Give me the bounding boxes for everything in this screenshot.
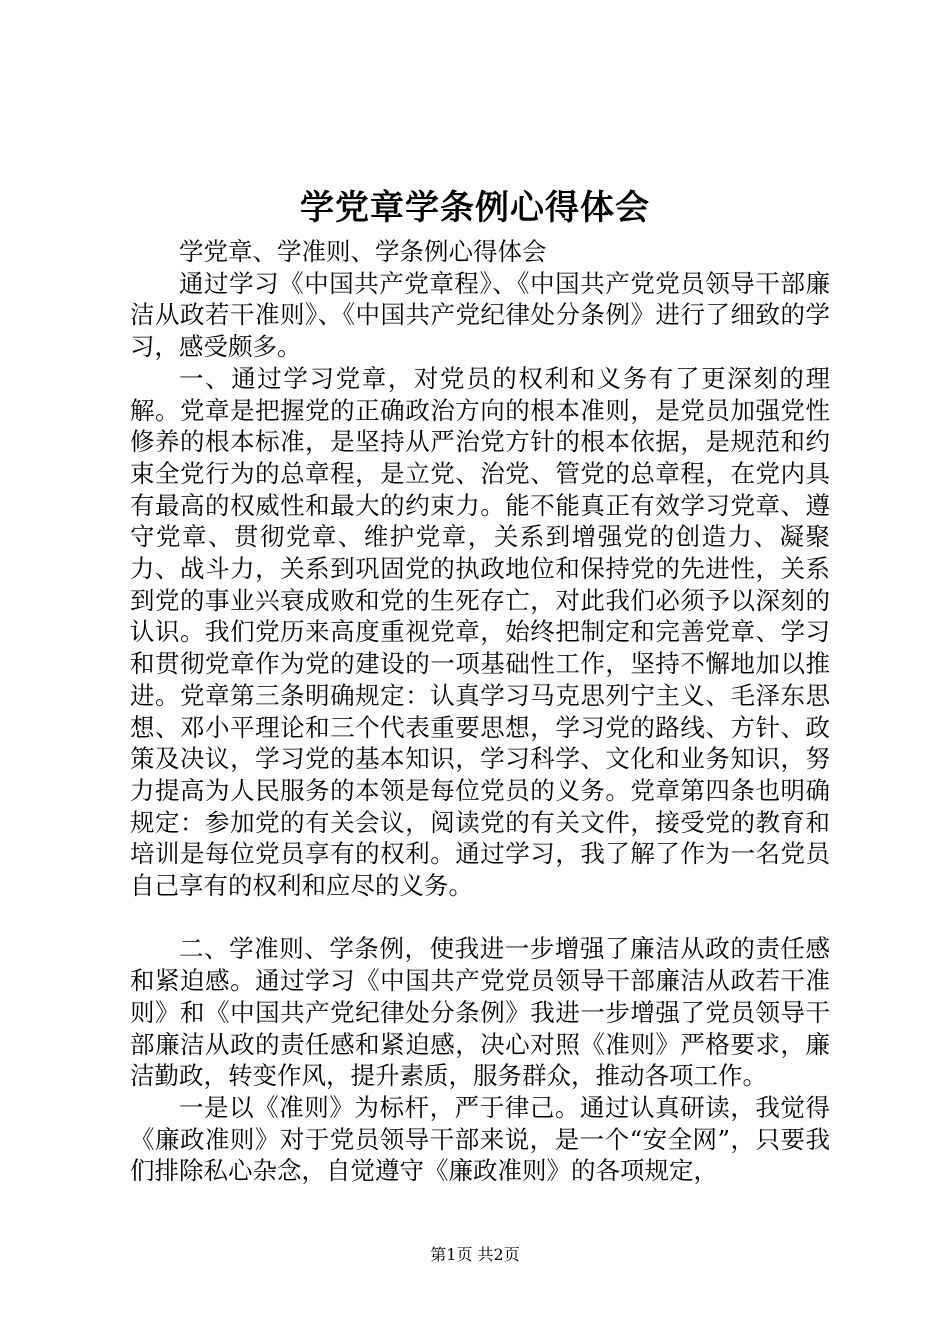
- paragraph-point-one: 一是以《准则》为标杆，严于律己。通过认真研读，我觉得《廉政准则》对于党员领导干部来说，是一个“安全网”，只要我们排除私心杂念，自觉遵守《廉政准则》的各项规定，: [130, 1092, 830, 1186]
- paragraph-subtitle: 学党章、学准则、学条例心得体会: [179, 237, 547, 266]
- paragraph-section-one: 一、通过学习党章，对党员的权利和义务有了更深刻的理解。党章是把握党的正确政治方向的根本准则，是党员加强党性修养的根本标准，是坚持从严治党方针的根本依据，是规范和约束全党行为的总章程，是立党、治党、管党的总章程，在党内具有最高的权威性和最大的约束力。能不能真正有效学习党章、遵守党章、贯彻党章、维护党章，关系到增强党的创造力、凝聚力、战斗力，关系到巩固党的执政地位和保持党的先进性，关系到党的事业兴衰成败和党的生死存亡，对此我们必须予以深刻的认识。我们党历来高度重视党章，始终把制定和完善党章、学习和贯彻党章作为党的建设的一项基础性工作，坚持不懈地加以推进。党章第三条明确规定：认真学习马克思列宁主义、毛泽东思想、邓小平理论和三个代表重要思想，学习党的路线、方针、政策及决议，学习党的基本知识，学习科学、文化和业务知识，努力提高为人民服务的本领是每位党员的义务。党章第四条也明确规定：参加党的有关会议，阅读党的有关文件，接受党的教育和培训是每位党员享有的权利。通过学习，我了解了作为一名党员自己享有的权利和应尽的义务。: [130, 363, 830, 901]
- paragraph-section-two: 二、学准则、学条例，使我进一步增强了廉洁从政的责任感和紧迫感。通过学习《中国共产党党员领导干部廉洁从政若干准则》和《中国共产党纪律处分条例》我进一步增强了党员领导干部廉洁从政的责任感和紧迫感，决心对照《准则》严格要求，廉洁勤政，转变作风，提升素质，服务群众，推动各项工作。: [130, 934, 830, 1091]
- page-number-footer: 第1页 共2页: [430, 1245, 520, 1264]
- document-title: 学党章学条例心得体会: [300, 188, 650, 228]
- paragraph-intro: 通过学习《中国共产党章程》、《中国共产党党员领导干部廉洁从政若干准则》、《中国共产党纪律处分条例》进行了细致的学习，感受颇多。: [130, 268, 830, 362]
- document-body: [130, 236, 830, 1187]
